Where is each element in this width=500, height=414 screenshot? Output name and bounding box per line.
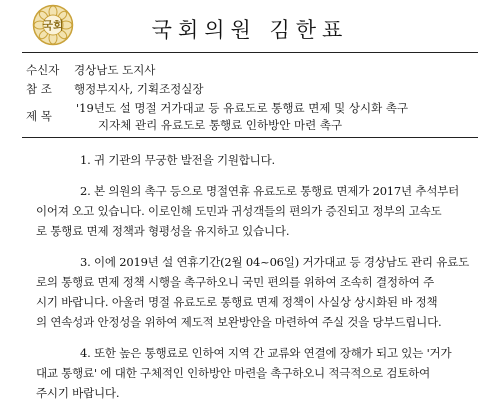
paragraph-line: 1. 귀 기관의 무궁한 발전을 기원합니다. bbox=[80, 153, 275, 167]
subject-text bbox=[76, 100, 476, 134]
paragraph-line: 주시기 바랍니다. bbox=[36, 386, 120, 400]
recipient-value: 경상남도 도지사 bbox=[74, 63, 156, 77]
paragraph-line: 4. 또한 높은 통행료로 인하여 지역 간 교류와 연결에 장해가 되고 있는 '거가 bbox=[80, 346, 452, 360]
header-divider-bottom bbox=[22, 137, 478, 138]
paragraph-line: 이어져 오고 있습니다. 이로인해 도민과 귀성객들의 편의가 증진되고 정부의 고속도 bbox=[36, 204, 442, 218]
recipient-row bbox=[26, 63, 155, 78]
paragraph-3 bbox=[36, 252, 478, 332]
recipient-label: 수신자 bbox=[26, 63, 60, 77]
subject-line-1: '19년도 설 명절 거가대교 등 유료도로 통행료 면제 및 상시화 촉구 bbox=[76, 101, 409, 115]
paragraph-1 bbox=[58, 150, 478, 170]
cc-value: 행정부지사, 기획조정실장 bbox=[74, 82, 204, 96]
header-divider-top bbox=[22, 52, 478, 53]
paragraph-line: 시기 바랍니다. 아울러 명절 유료도로 통행료 면제 정책이 사실상 상시화된 바 정책 bbox=[36, 295, 438, 309]
document-body bbox=[36, 150, 478, 414]
document-title: 국회의원 김한표 bbox=[151, 18, 349, 42]
seal-text: 국회 bbox=[42, 19, 64, 32]
paragraph-line: 로의 통행료 면제 정책 시행을 촉구하오니 국민 편의를 위하여 조속히 결정하여 주 bbox=[36, 275, 435, 289]
paragraph-line: 3. 이에 2019년 설 연휴기간(2월 04~06일) 거가대교 등 경상남도 관리 유료도 bbox=[80, 255, 469, 269]
paragraph-line: 2. 본 의원의 촉구 등으로 명절연휴 유료도로 통행료 면제가 2017년 추석부터 bbox=[80, 184, 460, 198]
subject-line-2: 지자체 관리 유료도로 통행료 인하방안 마련 촉구 bbox=[98, 118, 343, 132]
paragraph-2 bbox=[36, 181, 478, 241]
paragraph-line: 대교 통행료' 에 대한 구체적인 인하방안 마련을 촉구하오니 적극적으로 검토하여 bbox=[36, 366, 431, 380]
paragraph-line: 로 통행료 면제 정책과 형평성을 유지하고 있습니다. bbox=[36, 224, 290, 238]
cc-row bbox=[26, 82, 204, 97]
subject-label: 제 목 bbox=[26, 109, 52, 123]
paragraph-line: 의 연속성과 안정성을 위하여 제도적 보완방안을 마련하여 주실 것을 당부드립니다. bbox=[36, 315, 442, 329]
paragraph-4 bbox=[36, 343, 478, 403]
cc-label: 참 조 bbox=[26, 82, 52, 96]
